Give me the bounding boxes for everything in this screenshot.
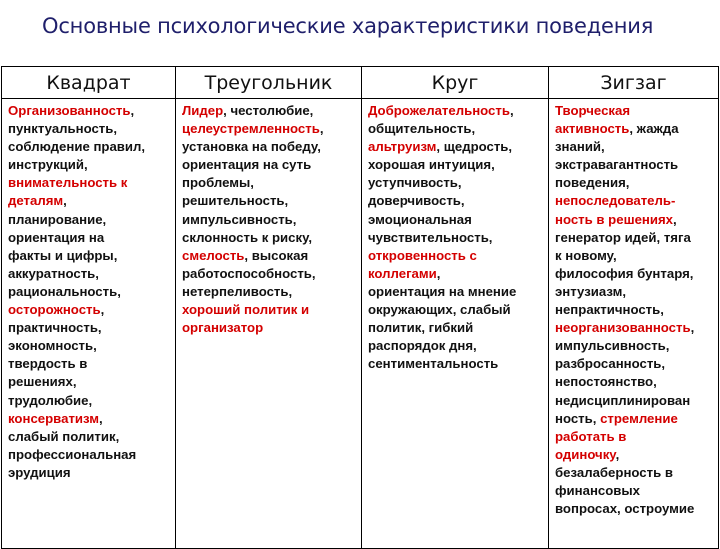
cell-line	[8, 265, 172, 283]
plain-text: , честолюбие,	[223, 103, 314, 118]
cell-line	[555, 301, 715, 319]
header-zigzag: Зигзаг	[549, 67, 719, 99]
plain-text: рациональность,	[8, 283, 121, 299]
plain-text: практичность,	[8, 320, 102, 336]
column-circle	[362, 99, 549, 549]
header-square: Квадрат	[2, 67, 176, 99]
highlighted-text: внимательность к	[8, 175, 128, 191]
plain-text: слабый политик,	[8, 428, 120, 444]
cell-line	[8, 102, 172, 120]
highlighted-text: откровенность с	[368, 247, 477, 263]
cell-line	[555, 337, 715, 355]
plain-text: финансовых	[555, 482, 641, 498]
cell-line	[182, 138, 358, 156]
cell-line	[182, 247, 358, 265]
header-circle: Круг	[362, 67, 549, 99]
plain-text: решительность,	[182, 193, 289, 209]
cell-line	[555, 410, 715, 428]
highlighted-text: одиночку	[555, 446, 616, 462]
cell-line	[555, 373, 715, 391]
cell-line	[555, 446, 715, 464]
plain-text: соблюдение правил,	[8, 139, 146, 155]
plain-text: нетерпеливость,	[182, 283, 293, 299]
plain-text: эмоциональная	[368, 211, 472, 227]
cell-line	[182, 156, 358, 174]
plain-text: , щедрость,	[436, 139, 513, 155]
plain-text: распорядок дня,	[368, 338, 477, 354]
cell-line	[8, 319, 172, 337]
plain-text: аккуратность,	[8, 265, 99, 281]
cell-line	[555, 120, 715, 138]
cell-line	[8, 192, 172, 210]
plain-text: склонность к риску,	[182, 229, 313, 245]
plain-text: ,	[690, 320, 695, 336]
cell-line	[368, 192, 545, 210]
highlighted-text: стремление	[600, 410, 678, 426]
cell-line	[555, 229, 715, 247]
cell-line	[182, 211, 358, 229]
highlighted-text: Лидер	[182, 103, 224, 118]
plain-text: поведения,	[555, 175, 630, 191]
cell-line	[8, 410, 172, 428]
cell-line	[8, 392, 172, 410]
highlighted-text: Организованность	[8, 103, 131, 118]
plain-text: генератор идей, тяга	[555, 229, 691, 245]
plain-text: инструкций,	[8, 157, 88, 173]
cell-line	[368, 301, 545, 319]
cell-line	[555, 392, 715, 410]
cell-line	[555, 192, 715, 210]
cell-line	[8, 156, 172, 174]
cell-line	[368, 174, 545, 192]
plain-text: профессиональная	[8, 446, 137, 462]
cell-text-square	[2, 99, 175, 482]
highlighted-text: осторожность	[8, 302, 101, 318]
cell-text-zigzag	[549, 99, 718, 518]
plain-text: работоспособность,	[182, 265, 316, 281]
plain-text: проблемы,	[182, 175, 254, 191]
plain-text: энтузиазм,	[555, 283, 626, 299]
highlighted-text: организатор	[182, 320, 264, 336]
table-row	[2, 99, 719, 549]
cell-line	[368, 138, 545, 156]
header-triangle: Треугольник	[176, 67, 362, 99]
plain-text: ,	[615, 446, 620, 462]
plain-text: экономность,	[8, 338, 97, 354]
cell-line	[182, 265, 358, 283]
cell-line	[368, 156, 545, 174]
cell-line	[368, 211, 545, 229]
plain-text: импульсивность,	[555, 338, 670, 354]
highlighted-text: хороший политик и	[182, 302, 310, 318]
plain-text: ,	[130, 103, 135, 118]
cell-line	[555, 138, 715, 156]
highlighted-text: консерватизм	[8, 410, 99, 426]
column-triangle	[176, 99, 362, 549]
plain-text: доверчивость,	[368, 193, 465, 209]
highlighted-text: коллегами	[368, 265, 437, 281]
plain-text: недисциплинирован	[555, 392, 691, 408]
cell-line	[182, 192, 358, 210]
plain-text: экстравагантность	[555, 157, 679, 173]
plain-text: к новому,	[555, 247, 617, 263]
plain-text: ,	[436, 265, 441, 281]
cell-line	[555, 355, 715, 373]
highlighted-text: Доброжелательность	[368, 103, 510, 118]
plain-text: ,	[63, 193, 67, 209]
cell-line	[555, 174, 715, 192]
plain-text: общительность,	[368, 121, 476, 137]
cell-line	[182, 174, 358, 192]
cell-line	[368, 337, 545, 355]
cell-line	[555, 482, 715, 500]
plain-text: твердость в	[8, 356, 88, 372]
plain-text: ность,	[555, 410, 601, 426]
cell-line	[368, 319, 545, 337]
plain-text: окружающих, слабый	[368, 302, 511, 318]
cell-line	[182, 120, 358, 138]
plain-text: , высокая	[244, 247, 309, 263]
cell-line	[8, 247, 172, 265]
plain-text: ,	[509, 103, 514, 118]
column-zigzag	[549, 99, 719, 549]
plain-text: непостоянство,	[555, 374, 657, 390]
plain-text: ,	[99, 410, 103, 426]
plain-text: уступчивость,	[368, 175, 462, 191]
cell-line	[368, 120, 545, 138]
plain-text: ,	[100, 302, 105, 318]
cell-line	[182, 319, 358, 337]
highlighted-text: смелость	[182, 247, 245, 263]
cell-line	[555, 211, 715, 229]
cell-line	[368, 265, 545, 283]
plain-text: безалаберность в	[555, 464, 673, 480]
plain-text: решениях,	[8, 374, 77, 390]
cell-line	[8, 138, 172, 156]
cell-line	[8, 120, 172, 138]
cell-line	[8, 301, 172, 319]
plain-text: сентиментальность	[368, 356, 499, 372]
highlighted-text: активность	[555, 121, 630, 137]
cell-line	[8, 355, 172, 373]
column-square	[2, 99, 176, 549]
cell-line	[368, 229, 545, 247]
plain-text: ,	[673, 211, 677, 227]
highlighted-text: альтруизм	[368, 139, 437, 155]
cell-line	[555, 283, 715, 301]
plain-text: философия бунтаря,	[555, 265, 694, 281]
cell-line	[555, 156, 715, 174]
page-title: Основные психологические характеристики поведения	[42, 14, 654, 38]
cell-line	[8, 446, 172, 464]
cell-line	[182, 301, 358, 319]
plain-text: , жажда	[629, 121, 679, 137]
cell-line	[368, 283, 545, 301]
plain-text: политик, гибкий	[368, 320, 474, 336]
plain-text: трудолюбие,	[8, 392, 93, 408]
plain-text: планирование,	[8, 211, 107, 227]
cell-line	[368, 247, 545, 265]
cell-line	[368, 355, 545, 373]
cell-line	[8, 428, 172, 446]
highlighted-text: неорганизованность	[555, 320, 691, 336]
cell-line	[8, 174, 172, 192]
highlighted-text: ность в решениях	[555, 211, 673, 227]
cell-line	[182, 229, 358, 247]
plain-text: хорошая интуиция,	[368, 157, 495, 173]
cell-line	[555, 500, 715, 518]
cell-line	[555, 265, 715, 283]
cell-text-triangle	[176, 99, 361, 337]
plain-text: ориентация на суть	[182, 157, 312, 173]
highlighted-text: целеустремленность	[182, 121, 320, 137]
highlighted-text: работать в	[555, 428, 627, 444]
header-row	[2, 67, 719, 99]
plain-text: эрудиция	[8, 464, 71, 480]
characteristics-table	[1, 66, 719, 549]
cell-text-circle	[362, 99, 548, 373]
cell-line	[555, 102, 715, 120]
plain-text: непрактичность,	[555, 302, 664, 318]
cell-line	[8, 373, 172, 391]
highlighted-text: Творческая	[555, 103, 631, 118]
plain-text: ориентация на	[8, 229, 105, 245]
plain-text: вопросах, остроумие	[555, 501, 695, 517]
highlighted-text: деталям	[8, 193, 64, 209]
plain-text: факты и цифры,	[8, 247, 118, 263]
cell-line	[555, 319, 715, 337]
cell-line	[555, 247, 715, 265]
cell-line	[368, 102, 545, 120]
cell-line	[555, 428, 715, 446]
cell-line	[8, 211, 172, 229]
plain-text: импульсивность,	[182, 211, 297, 227]
cell-line	[182, 102, 358, 120]
plain-text: чувствительность,	[368, 229, 493, 245]
plain-text: пунктуальность,	[8, 121, 118, 137]
cell-line	[8, 337, 172, 355]
plain-text: знаний,	[555, 139, 605, 155]
highlighted-text: непоследователь-	[555, 193, 676, 209]
plain-text: установка на победу,	[182, 139, 321, 155]
plain-text: ,	[319, 121, 324, 137]
cell-line	[8, 283, 172, 301]
cell-line	[555, 464, 715, 482]
cell-line	[8, 229, 172, 247]
cell-line	[8, 464, 172, 482]
cell-line	[182, 283, 358, 301]
plain-text: разбросанность,	[555, 356, 666, 372]
plain-text: ориентация на мнение	[368, 283, 517, 299]
